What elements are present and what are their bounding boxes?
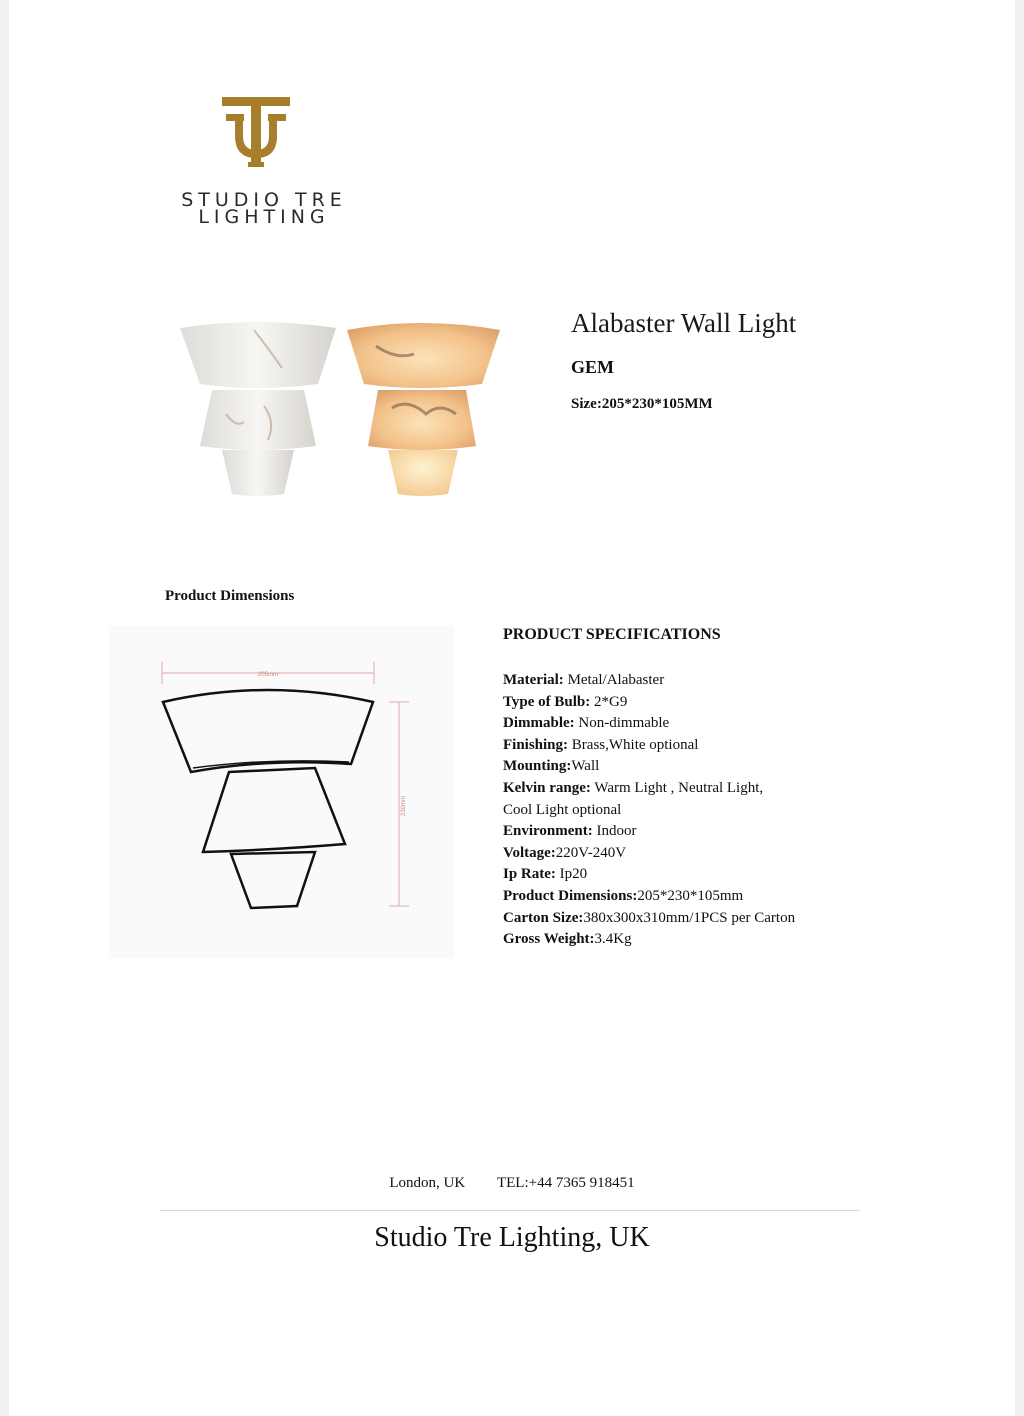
footer-contact <box>9 1175 1015 1192</box>
footer-location: London, UK <box>389 1175 466 1191</box>
height-dimension-label: 230mm <box>401 795 407 817</box>
product-size: Size:205*230*105MM <box>571 396 713 412</box>
spec-row: Cool Light optional <box>503 801 622 818</box>
dimensions-heading: Product Dimensions <box>165 588 295 604</box>
lamp-unlit <box>180 322 336 496</box>
footer-phone: TEL:+44 7365 918451 <box>496 1175 635 1191</box>
product-photo <box>164 318 509 500</box>
brand-line-1: STUDIO TRE <box>181 189 347 211</box>
footer-company-name: Studio Tre Lighting, UK <box>374 1222 650 1253</box>
spec-row: Kelvin range: Warm Light , Neutral Light, <box>503 779 764 796</box>
dimension-drawing <box>109 626 454 958</box>
lamp-lit <box>347 323 500 496</box>
brand-logo-icon <box>220 96 292 172</box>
specifications-heading: PRODUCT SPECIFICATIONS <box>503 626 721 643</box>
spec-row: Type of Bulb: 2*G9 <box>503 693 628 710</box>
footer-divider <box>160 1210 860 1211</box>
spec-row: Carton Size:380x300x310mm/1PCS per Carton <box>503 909 796 926</box>
spec-row: Ip Rate: Ip20 <box>503 866 588 883</box>
document-page <box>9 0 1015 1416</box>
brand-wordmark <box>169 189 359 228</box>
spec-row: Voltage:220V-240V <box>503 844 627 861</box>
product-model: GEM <box>571 357 614 377</box>
spec-row: Finishing: Brass,White optional <box>503 736 699 753</box>
spec-row: Dimmable: Non-dimmable <box>503 715 670 732</box>
width-dimension-label: 205mm <box>257 672 279 678</box>
product-title: Alabaster Wall Light <box>571 308 797 338</box>
specifications-list <box>503 670 923 951</box>
spec-row: Gross Weight:3.4Kg <box>503 931 632 948</box>
spec-row: Mounting:Wall <box>503 758 600 775</box>
spec-row: Environment: Indoor <box>503 823 637 840</box>
spec-row: Product Dimensions:205*230*105mm <box>503 887 744 904</box>
spec-row: Material: Metal/Alabaster <box>503 672 665 688</box>
brand-line-2: LIGHTING <box>198 206 330 228</box>
